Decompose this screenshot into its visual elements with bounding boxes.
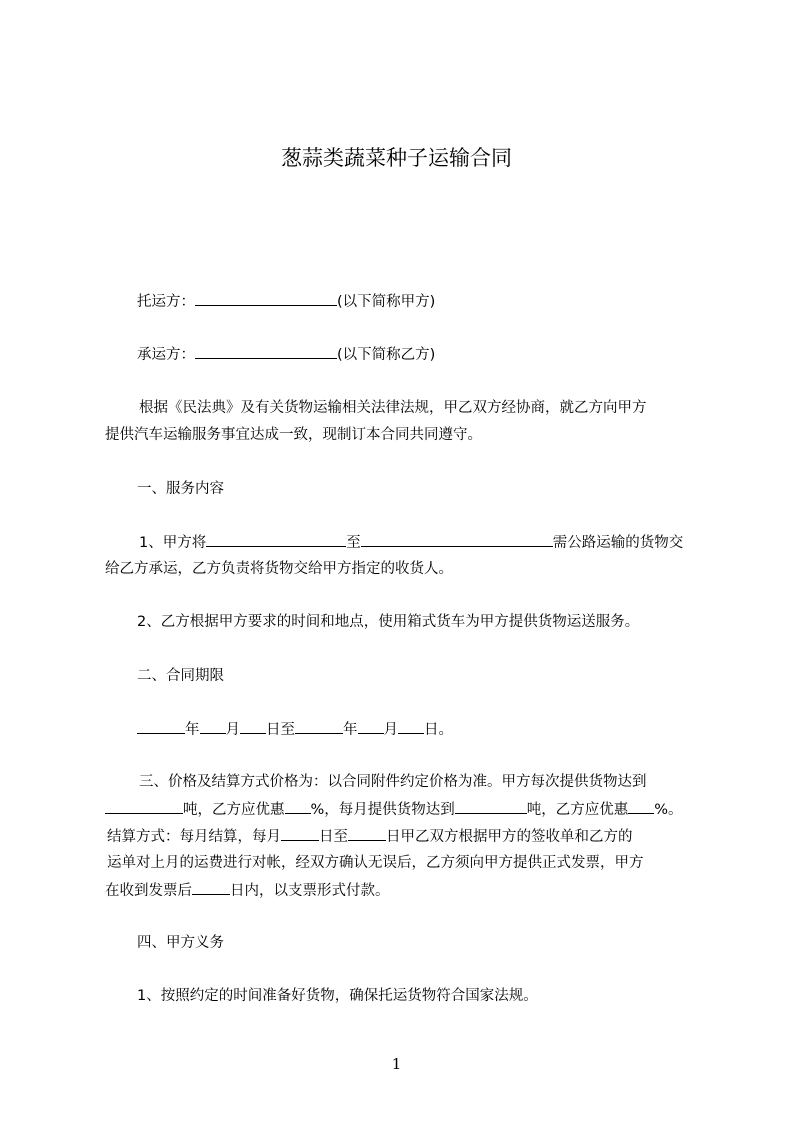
- end-month-label: 月: [383, 722, 398, 738]
- percent-end: %。: [654, 802, 683, 818]
- end-day-blank: [398, 719, 424, 734]
- settle-start-blank: [281, 826, 319, 841]
- section3-line5: [105, 880, 390, 901]
- destination-blank: [361, 532, 553, 547]
- section1-item1-line2: 给乙方承运，乙方负责将货物交给甲方指定的收货人。: [105, 561, 453, 577]
- end-day-label: 日。: [424, 722, 453, 738]
- page-title: 葱蒜类蔬菜种子运输合同: [281, 146, 512, 170]
- section2-heading: 二、合同期限: [137, 668, 224, 684]
- intro-line-1: 根据《民法典》及有关货物运输相关法律法规，甲乙双方经协商，就乙方向甲方: [139, 400, 647, 416]
- contract-period-line: [137, 719, 453, 740]
- carrier-line: [137, 344, 435, 365]
- section4-heading: 四、甲方义务: [137, 935, 224, 951]
- start-month-label: 月: [225, 722, 240, 738]
- item1-part1: 1、甲方将: [139, 535, 207, 551]
- payment-days-blank: [192, 880, 230, 895]
- carrier-label: 承运方：: [137, 347, 195, 363]
- section1-item2: 2、乙方根据甲方要求的时间和地点，使用箱式货车为甲方提供货物运送服务。: [137, 614, 640, 630]
- section3-line1: 三、价格及结算方式价格为：以合同附件约定价格为准。甲方每次提供货物达到: [139, 774, 647, 790]
- shipper-label: 托运方：: [137, 294, 195, 310]
- settle-end-blank: [348, 826, 386, 841]
- section4-item1: 1、按照约定的时间准备好货物，确保托运货物符合国家法规。: [137, 988, 538, 1004]
- start-year-blank: [137, 719, 185, 734]
- discount-text-2: 吨，乙方应优惠: [526, 802, 629, 818]
- start-day-blank: [240, 719, 266, 734]
- shipper-suffix: (以下简称甲方): [337, 294, 436, 310]
- page-number: 1: [391, 1055, 402, 1073]
- payment-text: 日内，以支票形式付款。: [230, 883, 390, 899]
- monthly-goods-text: %，每月提供货物达到: [310, 802, 455, 818]
- start-month-blank: [200, 719, 226, 734]
- settle-to-text: 日至: [319, 829, 348, 845]
- settlement-text: 结算方式：每月结算，每月: [107, 829, 281, 845]
- discount-blank-2: [628, 799, 654, 814]
- section1-item1-line1: [139, 532, 683, 553]
- invoice-text: 在收到发票后: [105, 883, 192, 899]
- carrier-suffix: (以下简称乙方): [337, 347, 436, 363]
- start-day-label: 日至: [266, 722, 295, 738]
- end-year-label: 年: [343, 722, 358, 738]
- start-year-label: 年: [185, 722, 200, 738]
- shipper-blank: [195, 291, 337, 306]
- tonnage-blank-2: [455, 799, 527, 814]
- carrier-blank: [195, 344, 337, 359]
- item1-part3: 需公路运输的货物交: [552, 535, 684, 551]
- tonnage-blank-1: [105, 799, 183, 814]
- section3-line4: 运单对上月的运费进行对帐，经双方确认无误后，乙方须向甲方提供正式发票，甲方: [107, 855, 644, 871]
- intro-line-2: 提供汽车运输服务事宜达成一致，现制订本合同共同遵守。: [105, 427, 482, 443]
- end-month-blank: [358, 719, 384, 734]
- shipper-line: [137, 291, 435, 312]
- end-year-blank: [295, 719, 343, 734]
- section3-line2: [105, 799, 683, 820]
- section3-line3: [107, 826, 633, 847]
- discount-text-1: 吨，乙方应优惠: [183, 802, 285, 818]
- origin-blank: [206, 532, 346, 547]
- settle-rest-text: 日甲乙双方根据甲方的签收单和乙方的: [386, 829, 633, 845]
- discount-blank-1: [285, 799, 311, 814]
- item1-part2: 至: [346, 535, 361, 551]
- section1-heading: 一、服务内容: [137, 481, 224, 497]
